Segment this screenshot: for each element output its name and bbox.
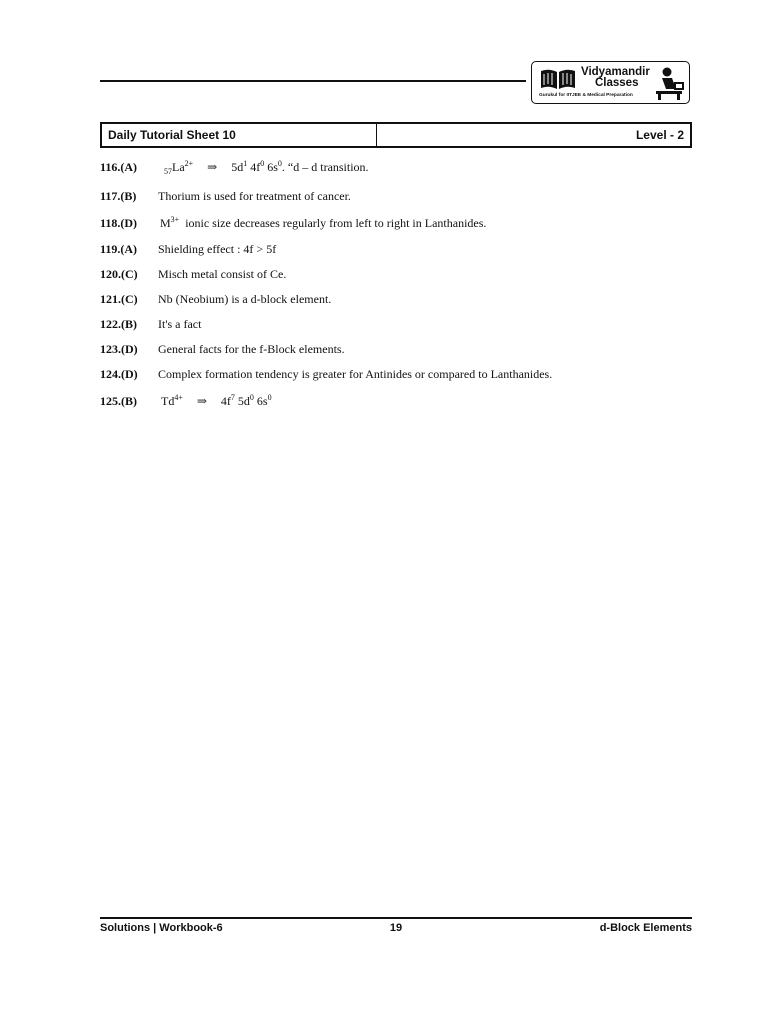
answer-number: 122.(B) [100, 317, 137, 331]
ion-charge: 2+ [184, 159, 194, 168]
logo-line1: Vidyamandir [581, 66, 650, 78]
answer-text: Misch metal consist of Ce. [158, 267, 287, 281]
header-rule [100, 80, 526, 82]
page-number: 19 [389, 922, 403, 934]
answer-number: 121.(C) [100, 292, 138, 306]
answer-number: 117.(B) [100, 189, 137, 203]
answer-text [158, 160, 700, 175]
ion-charge: 3+ [170, 215, 180, 224]
config-orbital: 5d [237, 394, 250, 408]
config-count: 0 [277, 159, 282, 168]
config-count: 0 [267, 393, 272, 402]
config-count: 0 [260, 159, 265, 168]
answer-text: General facts for the f-Block elements. [158, 342, 345, 356]
ion-charge: 4+ [174, 393, 183, 402]
student-figure-icon [652, 65, 686, 101]
answer-row-116 [100, 160, 700, 189]
answer-number: 120.(C) [100, 267, 138, 281]
element-symbol: Td [161, 394, 175, 408]
answer-row-117 [100, 189, 700, 216]
logo-line2: Classes [595, 77, 639, 89]
config-orbital: 5d [231, 160, 244, 174]
answer-row-120 [100, 267, 700, 292]
answer-text: Nb (Neobium) is a d-block element. [158, 292, 332, 306]
answer-number: 119.(A) [100, 242, 137, 256]
page-footer [100, 922, 692, 936]
vidyamandir-logo [531, 61, 690, 104]
atomic-number: 57 [164, 167, 172, 176]
config-orbital: 4f [250, 160, 261, 174]
answer-text [158, 216, 700, 231]
logo-tagline: Gurukul for IITJEE & Medical Preparation [539, 93, 633, 98]
answer-text: Complex formation tendency is greater for Antinides or compared to Lanthanides. [158, 367, 553, 381]
answer-number: 125.(B) [100, 394, 137, 408]
logo-brand [581, 67, 650, 89]
answer-row-125 [100, 394, 700, 420]
answer-number: 123.(D) [100, 342, 138, 356]
answer-number: 124.(D) [100, 367, 138, 381]
config-count: 0 [249, 393, 254, 402]
answer-text [158, 394, 700, 409]
answer-number: 118.(D) [100, 216, 137, 230]
config-orbital: 4f [220, 394, 231, 408]
sheet-level: Level - 2 [635, 128, 684, 142]
implies-arrow: ⇒ [207, 160, 218, 174]
config-orbital: 6s [256, 394, 268, 408]
config-orbital: 6s [267, 160, 278, 174]
answer-list [100, 160, 700, 420]
open-book-icon [539, 67, 577, 91]
answer-row-118 [100, 216, 700, 242]
answer-row-121 [100, 292, 700, 317]
answer-body: ionic size decreases regularly from left to right in Lanthanides. [185, 216, 487, 230]
config-count: 1 [243, 159, 248, 168]
footer-workbook: Solutions | Workbook-6 [100, 922, 223, 934]
answer-row-119 [100, 242, 700, 267]
answer-text: Thorium is used for treatment of cancer. [158, 189, 351, 203]
answer-row-124 [100, 367, 700, 394]
answer-row-123 [100, 342, 700, 367]
element-symbol: La [172, 160, 185, 174]
footer-chapter: d-Block Elements [599, 922, 692, 934]
answer-text: Shielding effect : 4f > 5f [158, 242, 277, 256]
answer-tail: . “d – d transition. [281, 160, 369, 174]
answer-text: It's a fact [158, 317, 202, 331]
answer-row-122 [100, 317, 700, 342]
sheet-header [100, 122, 692, 148]
element-symbol: M [160, 216, 171, 230]
implies-arrow: ⇒ [196, 394, 207, 408]
config-count: 7 [230, 393, 235, 402]
footer-rule [100, 917, 692, 919]
sheet-title: Daily Tutorial Sheet 10 [102, 124, 377, 146]
answer-number: 116.(A) [100, 160, 137, 174]
